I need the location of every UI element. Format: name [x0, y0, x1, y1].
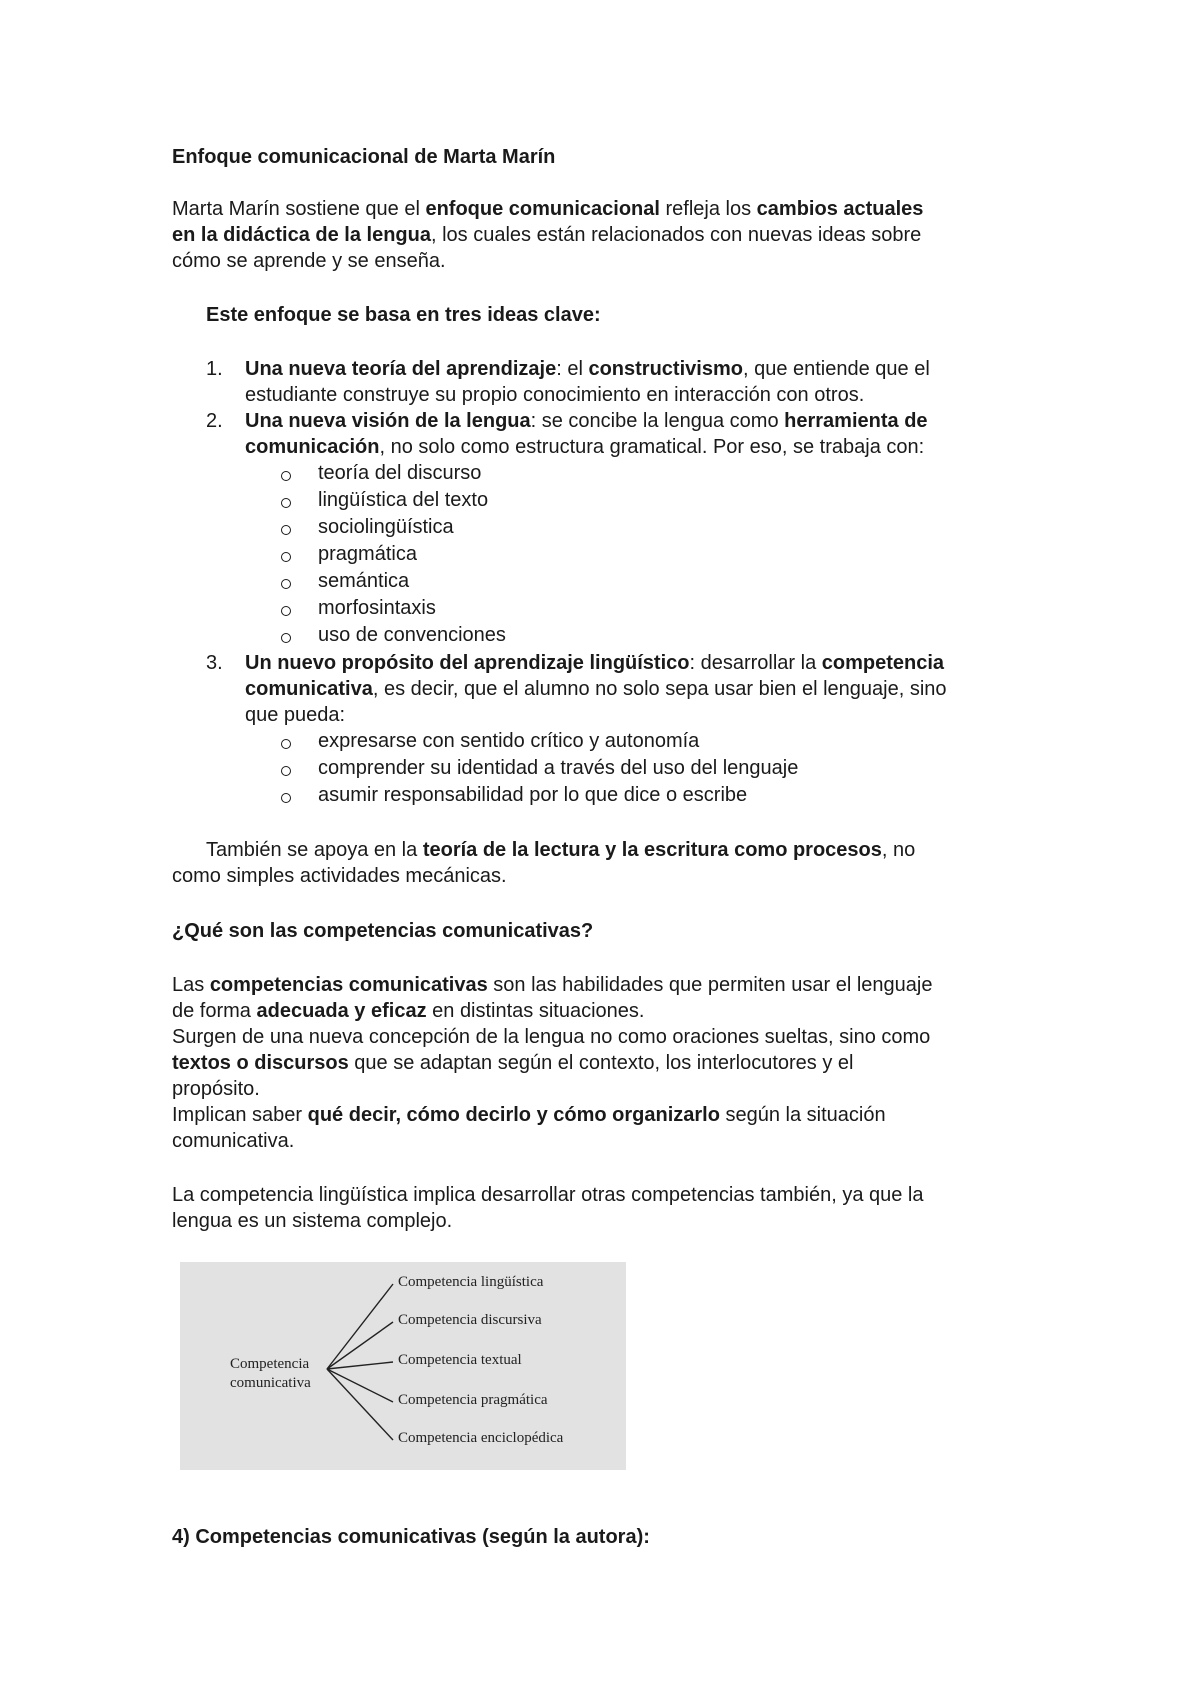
diagram-branch-label: Competencia enciclopédica — [398, 1430, 564, 1446]
competencias-diagram — [180, 1262, 626, 1470]
circle-bullet-icon — [281, 633, 291, 643]
ideas-heading: Este enfoque se basa en tres ideas clave: — [206, 304, 601, 326]
list-item: expresarse con sentido crítico y autonomía — [318, 730, 700, 752]
def-line-1: Las competencias comunicativas son las habilidades que permiten usar el lenguaje — [172, 974, 933, 996]
diagram-branch-label: Competencia lingüística — [398, 1274, 544, 1290]
circle-bullet-icon — [281, 525, 291, 535]
intro-line-1: Marta Marín sostiene que el enfoque comunicacional refleja los cambios actuales — [172, 198, 924, 220]
list-number-2: 2. — [206, 410, 223, 432]
diagram-center-label-1: Competencia — [230, 1356, 310, 1372]
list-number-1: 1. — [206, 358, 223, 380]
idea-3-line-3: que pueda: — [245, 704, 346, 726]
idea-3-line-2: comunicativa, es decir, que el alumno no solo sepa usar bien el lenguaje, sino — [245, 678, 947, 700]
list-item: asumir responsabilidad por lo que dice o escribe — [318, 784, 748, 806]
idea-3-line-1: Un nuevo propósito del aprendizaje lingüístico: desarrollar la competencia — [245, 652, 945, 674]
diagram-branch-label: Competencia pragmática — [398, 1392, 548, 1408]
also-line-2: como simples actividades mecánicas. — [172, 865, 507, 887]
section-4-heading: 4) Competencias comunicativas (según la autora): — [172, 1526, 650, 1548]
diagram-branch-label: Competencia textual — [398, 1352, 522, 1368]
def-line-2: de forma adecuada y eficaz en distintas situaciones. — [172, 1000, 645, 1022]
list-item: uso de convenciones — [318, 624, 506, 646]
circle-bullet-icon — [281, 766, 291, 776]
def-line-6: Implican saber qué decir, cómo decirlo y cómo organizarlo según la situación — [172, 1104, 886, 1126]
idea-1-line-1: Una nueva teoría del aprendizaje: el constructivismo, que entiende que el — [245, 358, 930, 380]
idea-2-line-1: Una nueva visión de la lengua: se concibe la lengua como herramienta de — [245, 410, 928, 432]
list-item: semántica — [318, 570, 410, 592]
circle-bullet-icon — [281, 606, 291, 616]
circle-bullet-icon — [281, 552, 291, 562]
list-item: comprender su identidad a través del uso del lenguaje — [318, 757, 799, 779]
complex-line-2: lengua es un sistema complejo. — [172, 1210, 453, 1232]
circle-bullet-icon — [281, 579, 291, 589]
idea-2-line-2: comunicación, no solo como estructura gramatical. Por eso, se trabaja con: — [245, 436, 925, 458]
list-item: teoría del discurso — [318, 462, 482, 484]
complex-line-1: La competencia lingüística implica desarrollar otras competencias también, ya que la — [172, 1184, 924, 1206]
circle-bullet-icon — [281, 739, 291, 749]
list-item: lingüística del texto — [318, 489, 489, 511]
list-item: morfosintaxis — [318, 597, 436, 619]
list-number-3: 3. — [206, 652, 223, 674]
def-line-3: Surgen de una nueva concepción de la lengua no como oraciones sueltas, sino como — [172, 1026, 931, 1048]
def-line-5: propósito. — [172, 1078, 260, 1100]
def-line-4: textos o discursos que se adaptan según el contexto, los interlocutores y el — [172, 1052, 854, 1074]
also-line-1: También se apoya en la teoría de la lectura y la escritura como procesos, no — [206, 839, 916, 861]
circle-bullet-icon — [281, 793, 291, 803]
idea-1-line-2: estudiante construye su propio conocimiento en interacción con otros. — [245, 384, 865, 406]
question-heading: ¿Qué son las competencias comunicativas? — [172, 920, 594, 942]
intro-line-3: cómo se aprende y se enseña. — [172, 250, 446, 272]
circle-bullet-icon — [281, 498, 291, 508]
diagram-branch-label: Competencia discursiva — [398, 1312, 542, 1328]
circle-bullet-icon — [281, 471, 291, 481]
list-item: sociolingüística — [318, 516, 454, 538]
page-title: Enfoque comunicacional de Marta Marín — [172, 146, 556, 168]
intro-line-2: en la didáctica de la lengua, los cuales están relacionados con nuevas ideas sobre — [172, 224, 922, 246]
def-line-7: comunicativa. — [172, 1130, 295, 1152]
list-item: pragmática — [318, 543, 417, 565]
diagram-center-label-2: comunicativa — [230, 1375, 311, 1391]
